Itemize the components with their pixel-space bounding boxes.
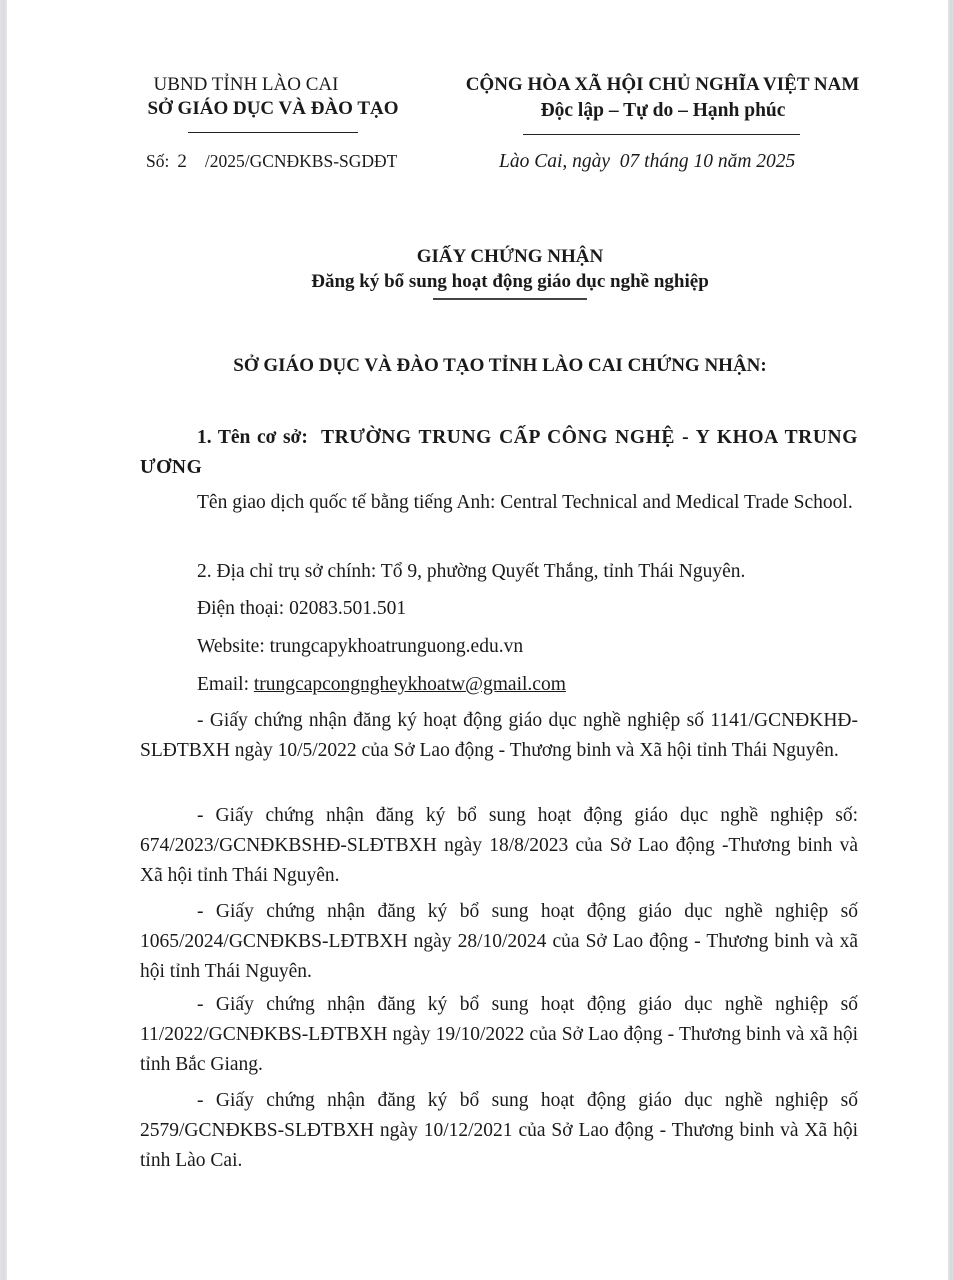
reference-item: - Giấy chứng nhận đăng ký bổ sung hoạt động giáo dục nghề nghiệp số 11/2022/GCNĐKBS-LĐTBXH ngày 19/10/2022 của Sở Lao động - Thương binh và xã hội tỉnh Bắc Giang. xyxy=(140,994,858,1075)
website-value: trungcapykhoatrunguong.edu.vn xyxy=(269,636,524,657)
doc-number-value: 2 xyxy=(177,151,187,172)
institution-name-value: TRƯỜNG TRUNG CẤP CÔNG NGHỆ - Y KHOA TRUNG ƯƠNG xyxy=(140,427,859,478)
email-link[interactable]: trungcapcongngheykhoatw@gmail.com xyxy=(253,674,566,695)
certificate-subtitle: Đăng ký bổ sung hoạt động giáo dục nghề nghiệp xyxy=(311,271,709,292)
subtitle-divider xyxy=(433,298,587,300)
certificate-title: GIẤY CHỨNG NHẬN xyxy=(416,246,604,267)
website-label: Website: xyxy=(197,636,265,657)
certifies-heading: SỞ GIÁO DỤC VÀ ĐÀO TẠO TỈNH LÀO CAI CHỨNG NHẬN: xyxy=(233,355,767,376)
email-label: Email: xyxy=(197,674,249,695)
phone-label: Điện thoại: xyxy=(197,598,285,619)
agency-name: SỞ GIÁO DỤC VÀ ĐÀO TẠO xyxy=(147,98,399,119)
institution-name-label: 1. Tên cơ sở: xyxy=(197,427,308,448)
agency-divider xyxy=(188,132,358,133)
reference-item: - Giấy chứng nhận đăng ký hoạt động giáo dục nghề nghiệp số 1141/GCNĐKHĐ-SLĐTBXH ngày 10/5/2022 của Sở Lao động - Thương binh và Xã hội tỉnh Thái Nguyên. xyxy=(140,710,858,761)
motto-divider xyxy=(523,134,800,135)
place-date: Lào Cai, ngày 07 tháng 10 năm 2025 xyxy=(499,151,796,172)
agency-parent: UBND TỈNH LÀO CAI xyxy=(153,74,339,95)
email xyxy=(140,670,858,700)
phone-value: 02083.501.501 xyxy=(289,598,407,619)
reference-item: - Giấy chứng nhận đăng ký bổ sung hoạt động giáo dục nghề nghiệp số 2579/GCNĐKBS-SLĐTBXH ngày 10/12/2021 của Sở Lao động - Thương binh và Xã hội tỉnh Lào Cai. xyxy=(140,1090,858,1171)
doc-number-label: Số: xyxy=(146,151,170,171)
motto-text: Độc lập – Tự do – Hạnh phúc xyxy=(540,100,786,121)
document-number xyxy=(146,151,397,173)
doc-number-suffix: /2025/GCNĐKBS-SGDĐT xyxy=(204,151,398,171)
nation-name: CỘNG HÒA XÃ HỘI CHỦ NGHĨA VIỆT NAM xyxy=(465,74,860,95)
english-name: Tên giao dịch quốc tế bằng tiếng Anh: Central Technical and Medical Trade School. xyxy=(197,492,853,513)
reference-item: - Giấy chứng nhận đăng ký bổ sung hoạt động giáo dục nghề nghiệp số 1065/2024/GCNĐKBS-LĐTBXH ngày 28/10/2024 của Sở Lao động - Thương binh và xã hội tỉnh Thái Nguyên. xyxy=(140,901,858,982)
institution-name xyxy=(140,423,858,483)
website xyxy=(140,632,858,662)
phone xyxy=(140,594,858,624)
reference-item: - Giấy chứng nhận đăng ký bổ sung hoạt động giáo dục nghề nghiệp số: 674/2023/GCNĐKBSHĐ-SLĐTBXH ngày 18/8/2023 của Sở Lao động -Thương binh và Xã hội tỉnh Thái Nguyên. xyxy=(140,805,858,886)
address: 2. Địa chỉ trụ sở chính: Tổ 9, phường Quyết Thắng, tỉnh Thái Nguyên. xyxy=(197,561,746,582)
national-motto xyxy=(498,100,828,122)
